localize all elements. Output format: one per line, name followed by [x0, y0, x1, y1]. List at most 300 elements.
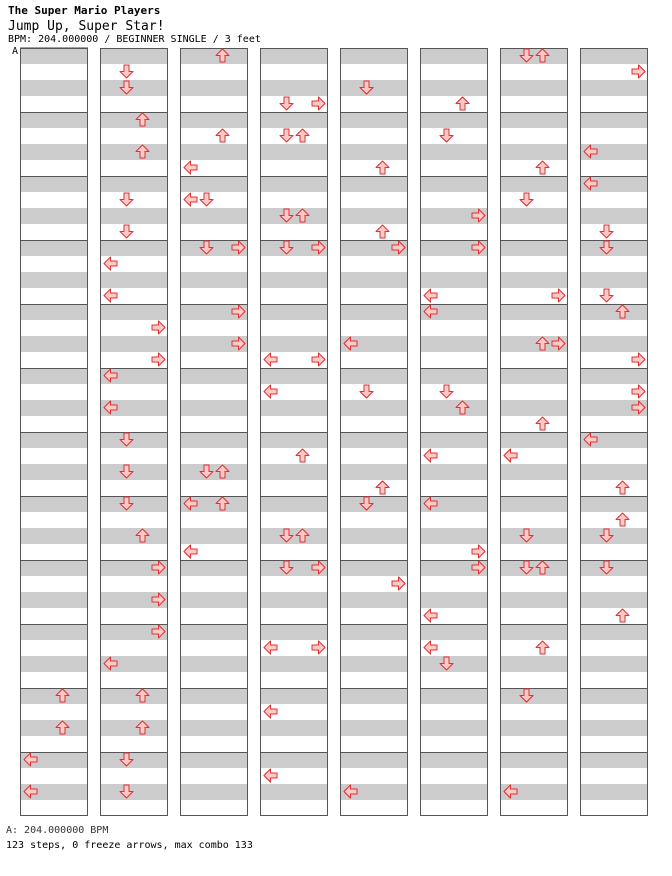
left-arrow-icon: [503, 448, 518, 463]
down-arrow-icon: [279, 560, 294, 575]
beat-band: [21, 240, 87, 256]
beat-band: [101, 304, 167, 320]
up-arrow-icon: [455, 400, 470, 415]
measure-line: [181, 432, 247, 433]
down-arrow-icon: [519, 560, 534, 575]
beat-band: [341, 592, 407, 608]
measure-line: [101, 304, 167, 305]
measure-line: [501, 815, 567, 816]
beat-band: [501, 656, 567, 672]
beat-band: [181, 144, 247, 160]
up-arrow-icon: [295, 128, 310, 143]
measure-line: [341, 304, 407, 305]
measure-line: [101, 496, 167, 497]
beat-band: [581, 208, 647, 224]
measure-line: [421, 624, 487, 625]
down-arrow-icon: [439, 384, 454, 399]
beat-band: [501, 432, 567, 448]
beat-band: [581, 112, 647, 128]
down-arrow-icon: [279, 128, 294, 143]
down-arrow-icon: [359, 496, 374, 511]
beat-band: [101, 336, 167, 352]
beat-band: [581, 784, 647, 800]
measure-line: [21, 496, 87, 497]
chart-column-7: [500, 48, 568, 816]
right-arrow-icon: [151, 592, 166, 607]
measure-line: [181, 48, 247, 49]
beat-band: [181, 400, 247, 416]
measure-line: [421, 48, 487, 49]
measure-line: [101, 432, 167, 433]
measure-line: [581, 624, 647, 625]
measure-line: [101, 815, 167, 816]
chart-column-5: [340, 48, 408, 816]
beat-band: [261, 304, 327, 320]
right-arrow-icon: [631, 64, 646, 79]
beat-band: [421, 368, 487, 384]
right-arrow-icon: [311, 96, 326, 111]
measure-line: [501, 688, 567, 689]
beat-band: [501, 240, 567, 256]
right-arrow-icon: [551, 288, 566, 303]
right-arrow-icon: [631, 400, 646, 415]
beat-band: [181, 784, 247, 800]
beat-band: [181, 48, 247, 64]
beat-band: [501, 624, 567, 640]
right-arrow-icon: [231, 304, 246, 319]
measure-line: [341, 48, 407, 49]
beat-band: [21, 624, 87, 640]
beat-band: [421, 464, 487, 480]
down-arrow-icon: [119, 784, 134, 799]
measure-line: [21, 240, 87, 241]
up-arrow-icon: [295, 528, 310, 543]
measure-line: [21, 112, 87, 113]
measure-line: [261, 752, 327, 753]
right-arrow-icon: [391, 240, 406, 255]
chart-column-6: [420, 48, 488, 816]
beat-band: [181, 176, 247, 192]
bpm-marker-label: A: [12, 46, 19, 57]
up-arrow-icon: [135, 528, 150, 543]
beat-band: [341, 400, 407, 416]
beat-band: [181, 112, 247, 128]
measure-line: [181, 815, 247, 816]
beat-band: [181, 368, 247, 384]
beat-band: [261, 784, 327, 800]
beat-band: [581, 272, 647, 288]
measure-line: [101, 688, 167, 689]
beat-band: [261, 624, 327, 640]
left-arrow-icon: [423, 288, 438, 303]
measure-line: [341, 112, 407, 113]
right-arrow-icon: [311, 640, 326, 655]
right-arrow-icon: [311, 240, 326, 255]
beat-band: [101, 688, 167, 704]
up-arrow-icon: [215, 128, 230, 143]
beat-band: [181, 720, 247, 736]
beat-band: [261, 688, 327, 704]
beat-band: [21, 336, 87, 352]
artist-name: The Super Mario Players: [8, 4, 161, 17]
beat-band: [421, 80, 487, 96]
beat-band: [501, 144, 567, 160]
right-arrow-icon: [471, 560, 486, 575]
measure-line: [261, 112, 327, 113]
left-arrow-icon: [103, 400, 118, 415]
beat-band: [421, 144, 487, 160]
beat-band: [101, 272, 167, 288]
beat-band: [501, 560, 567, 576]
measure-line: [581, 112, 647, 113]
beat-band: [581, 496, 647, 512]
beat-band: [501, 80, 567, 96]
measure-line: [341, 432, 407, 433]
beat-band: [261, 432, 327, 448]
measure-line: [501, 560, 567, 561]
measure-line: [21, 176, 87, 177]
beat-band: [581, 368, 647, 384]
beat-band: [501, 592, 567, 608]
beat-band: [421, 336, 487, 352]
beat-band: [501, 176, 567, 192]
left-arrow-icon: [263, 352, 278, 367]
beat-band: [501, 304, 567, 320]
left-arrow-icon: [103, 288, 118, 303]
left-arrow-icon: [263, 768, 278, 783]
beat-band: [181, 80, 247, 96]
down-arrow-icon: [119, 432, 134, 447]
beat-band: [21, 720, 87, 736]
measure-line: [501, 624, 567, 625]
down-arrow-icon: [439, 656, 454, 671]
beat-band: [581, 624, 647, 640]
left-arrow-icon: [423, 496, 438, 511]
right-arrow-icon: [231, 336, 246, 351]
beat-band: [261, 80, 327, 96]
down-arrow-icon: [279, 240, 294, 255]
measure-line: [421, 752, 487, 753]
beat-band: [421, 432, 487, 448]
beat-band: [341, 368, 407, 384]
down-arrow-icon: [599, 528, 614, 543]
down-arrow-icon: [359, 80, 374, 95]
measure-line: [101, 112, 167, 113]
left-arrow-icon: [263, 704, 278, 719]
up-arrow-icon: [55, 688, 70, 703]
beat-band: [181, 208, 247, 224]
beat-band: [501, 400, 567, 416]
left-arrow-icon: [423, 608, 438, 623]
left-arrow-icon: [183, 544, 198, 559]
beat-band: [261, 656, 327, 672]
measure-line: [501, 368, 567, 369]
beat-band: [581, 80, 647, 96]
measure-line: [101, 752, 167, 753]
beat-band: [421, 176, 487, 192]
measure-line: [261, 432, 327, 433]
left-arrow-icon: [183, 160, 198, 175]
up-arrow-icon: [535, 560, 550, 575]
beat-band: [101, 464, 167, 480]
beat-band: [181, 688, 247, 704]
measure-line: [181, 752, 247, 753]
measure-line: [341, 752, 407, 753]
beat-band: [581, 464, 647, 480]
measure-line: [341, 688, 407, 689]
beat-band: [501, 464, 567, 480]
beat-band: [581, 752, 647, 768]
measure-line: [181, 112, 247, 113]
measure-line: [181, 624, 247, 625]
beat-band: [21, 688, 87, 704]
measure-line: [261, 815, 327, 816]
beat-band: [21, 144, 87, 160]
measure-line: [581, 368, 647, 369]
right-arrow-icon: [311, 352, 326, 367]
measure-line: [101, 176, 167, 177]
beat-band: [341, 432, 407, 448]
beat-band: [341, 752, 407, 768]
beat-band: [581, 688, 647, 704]
beat-band: [261, 496, 327, 512]
beat-band: [21, 368, 87, 384]
measure-line: [501, 752, 567, 753]
beat-band: [581, 592, 647, 608]
beat-band: [21, 304, 87, 320]
up-arrow-icon: [615, 512, 630, 527]
measure-line: [421, 688, 487, 689]
measure-line: [181, 560, 247, 561]
beat-band: [181, 464, 247, 480]
beat-band: [421, 720, 487, 736]
beat-band: [261, 272, 327, 288]
beat-band: [21, 528, 87, 544]
beat-band: [501, 208, 567, 224]
down-arrow-icon: [359, 384, 374, 399]
measure-line: [581, 815, 647, 816]
down-arrow-icon: [119, 496, 134, 511]
measure-line: [341, 368, 407, 369]
up-arrow-icon: [215, 496, 230, 511]
measure-line: [261, 688, 327, 689]
up-arrow-icon: [215, 464, 230, 479]
beat-band: [101, 144, 167, 160]
beat-band: [261, 528, 327, 544]
beat-band: [421, 272, 487, 288]
down-arrow-icon: [519, 528, 534, 543]
chart-column-4: [260, 48, 328, 816]
beat-band: [501, 496, 567, 512]
beat-band: [101, 208, 167, 224]
left-arrow-icon: [263, 384, 278, 399]
left-arrow-icon: [423, 304, 438, 319]
beat-band: [581, 304, 647, 320]
up-arrow-icon: [375, 160, 390, 175]
measure-line: [501, 304, 567, 305]
up-arrow-icon: [535, 48, 550, 63]
beat-band: [421, 400, 487, 416]
measure-line: [581, 560, 647, 561]
measure-line: [581, 48, 647, 49]
measure-line: [421, 112, 487, 113]
beat-band: [261, 592, 327, 608]
left-arrow-icon: [183, 496, 198, 511]
measure-line: [581, 304, 647, 305]
beat-band: [261, 112, 327, 128]
beat-band: [101, 432, 167, 448]
beat-band: [101, 752, 167, 768]
measure-line: [581, 240, 647, 241]
beat-band: [101, 784, 167, 800]
measure-line: [21, 432, 87, 433]
measure-line: [261, 496, 327, 497]
beat-band: [421, 784, 487, 800]
beat-band: [181, 656, 247, 672]
measure-line: [421, 368, 487, 369]
down-arrow-icon: [119, 64, 134, 79]
up-arrow-icon: [295, 448, 310, 463]
beat-band: [101, 112, 167, 128]
beat-band: [581, 560, 647, 576]
right-arrow-icon: [631, 352, 646, 367]
down-arrow-icon: [119, 80, 134, 95]
down-arrow-icon: [599, 560, 614, 575]
beat-band: [421, 656, 487, 672]
beat-band: [341, 496, 407, 512]
beat-band: [101, 80, 167, 96]
measure-line: [21, 48, 87, 49]
right-arrow-icon: [391, 576, 406, 591]
beat-band: [181, 432, 247, 448]
beat-band: [341, 720, 407, 736]
beat-band: [341, 624, 407, 640]
down-arrow-icon: [599, 224, 614, 239]
left-arrow-icon: [103, 368, 118, 383]
measure-line: [21, 815, 87, 816]
down-arrow-icon: [519, 48, 534, 63]
beat-band: [101, 528, 167, 544]
measure-line: [581, 496, 647, 497]
left-arrow-icon: [583, 144, 598, 159]
measure-line: [501, 48, 567, 49]
beat-band: [581, 656, 647, 672]
measure-line: [341, 496, 407, 497]
beat-band: [261, 400, 327, 416]
beat-band: [501, 112, 567, 128]
down-arrow-icon: [279, 208, 294, 223]
right-arrow-icon: [631, 384, 646, 399]
up-arrow-icon: [375, 480, 390, 495]
measure-line: [181, 176, 247, 177]
right-arrow-icon: [471, 208, 486, 223]
down-arrow-icon: [119, 752, 134, 767]
song-title: Jump Up, Super Star!: [8, 19, 165, 34]
right-arrow-icon: [471, 240, 486, 255]
beat-band: [21, 656, 87, 672]
beat-band: [581, 240, 647, 256]
chart-column-1: [20, 48, 88, 816]
beat-band: [21, 112, 87, 128]
beat-band: [421, 592, 487, 608]
measure-line: [501, 112, 567, 113]
left-arrow-icon: [423, 448, 438, 463]
beat-band: [581, 336, 647, 352]
left-arrow-icon: [183, 192, 198, 207]
chart-column-8: [580, 48, 648, 816]
beat-band: [341, 144, 407, 160]
down-arrow-icon: [199, 464, 214, 479]
up-arrow-icon: [455, 96, 470, 111]
measure-line: [581, 688, 647, 689]
beat-band: [261, 176, 327, 192]
beat-band: [421, 624, 487, 640]
up-arrow-icon: [535, 160, 550, 175]
beat-band: [261, 48, 327, 64]
up-arrow-icon: [615, 304, 630, 319]
measure-line: [21, 560, 87, 561]
beat-band: [501, 368, 567, 384]
measure-line: [101, 240, 167, 241]
beat-band: [341, 464, 407, 480]
beat-band: [101, 176, 167, 192]
beat-band: [181, 752, 247, 768]
down-arrow-icon: [519, 688, 534, 703]
beat-band: [341, 528, 407, 544]
measure-line: [421, 176, 487, 177]
beat-band: [341, 560, 407, 576]
beat-band: [421, 752, 487, 768]
left-arrow-icon: [343, 336, 358, 351]
down-arrow-icon: [279, 96, 294, 111]
measure-line: [21, 304, 87, 305]
right-arrow-icon: [151, 560, 166, 575]
left-arrow-icon: [503, 784, 518, 799]
measure-line: [181, 688, 247, 689]
beat-band: [341, 112, 407, 128]
up-arrow-icon: [295, 208, 310, 223]
down-arrow-icon: [599, 288, 614, 303]
beat-band: [261, 720, 327, 736]
down-arrow-icon: [599, 240, 614, 255]
beat-band: [21, 48, 87, 64]
measure-line: [261, 48, 327, 49]
measure-line: [341, 176, 407, 177]
measure-line: [501, 432, 567, 433]
measure-line: [261, 368, 327, 369]
beat-band: [341, 304, 407, 320]
up-arrow-icon: [135, 720, 150, 735]
down-arrow-icon: [439, 128, 454, 143]
down-arrow-icon: [519, 192, 534, 207]
beat-band: [21, 464, 87, 480]
beat-band: [421, 112, 487, 128]
beat-band: [261, 336, 327, 352]
up-arrow-icon: [215, 48, 230, 63]
measure-line: [261, 176, 327, 177]
beat-band: [581, 720, 647, 736]
right-arrow-icon: [151, 352, 166, 367]
down-arrow-icon: [199, 240, 214, 255]
measure-line: [421, 815, 487, 816]
beat-band: [21, 400, 87, 416]
down-arrow-icon: [279, 528, 294, 543]
beat-band: [581, 528, 647, 544]
beat-band: [341, 80, 407, 96]
left-arrow-icon: [263, 640, 278, 655]
down-arrow-icon: [119, 192, 134, 207]
beat-band: [421, 688, 487, 704]
